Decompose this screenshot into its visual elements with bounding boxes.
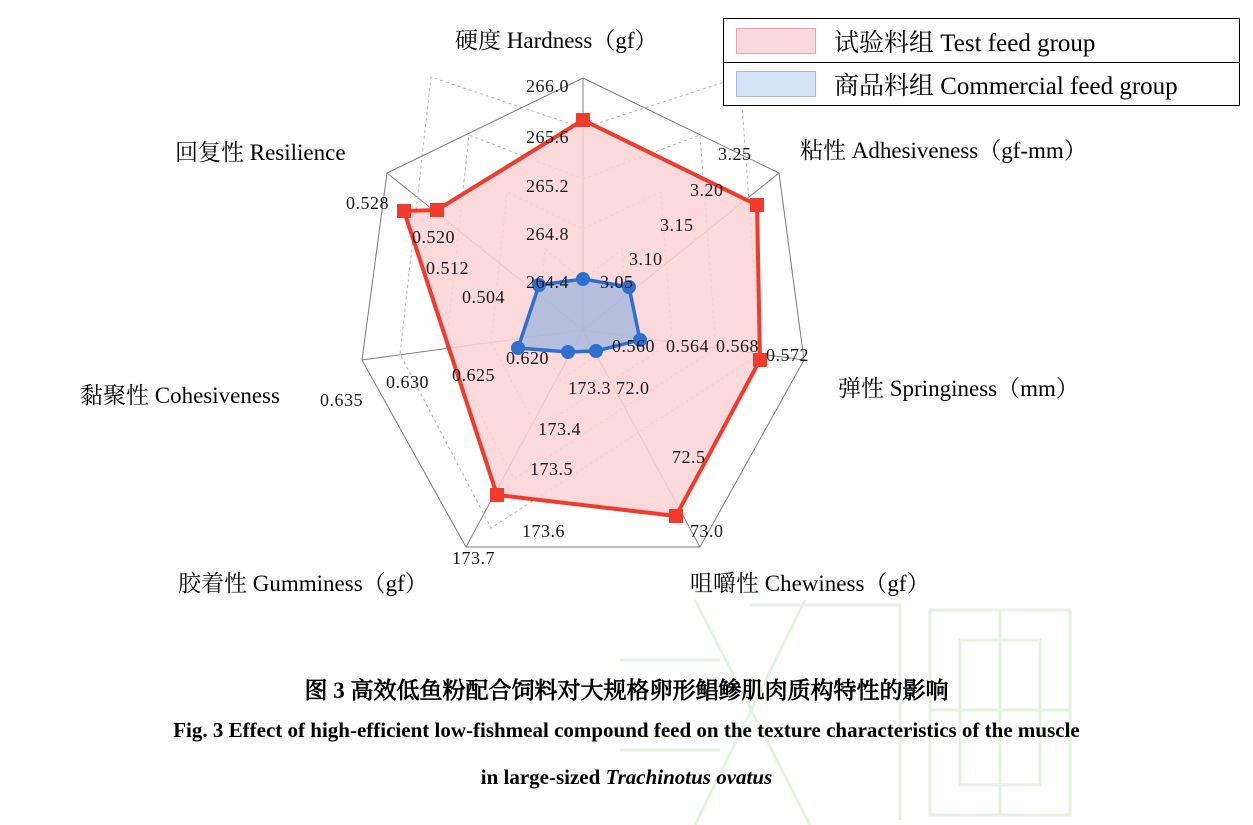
tick-label: 265.2 <box>526 176 569 196</box>
axis-title-gumminess: 胶着性 Gumminess（gf） <box>178 571 428 596</box>
legend-item-commercial-feed <box>724 62 1239 105</box>
tick-label: 266.0 <box>526 76 569 96</box>
tick-label: 72.0 <box>616 378 650 398</box>
tick-label: 0.504 <box>462 287 505 307</box>
axis-title-cohesiveness: 黏聚性 Cohesiveness <box>80 383 280 408</box>
axis-title-adhesiveness: 粘性 Adhesiveness（gf-mm） <box>800 138 1087 163</box>
tick-label: 265.6 <box>526 127 569 147</box>
legend-label-commercial-feed: 商品料组 Commercial feed group <box>834 73 1178 100</box>
legend-swatch-commercial-feed <box>736 71 816 97</box>
watermark <box>600 600 1120 825</box>
tick-label: 173.3 <box>568 378 611 398</box>
legend-label-test-feed: 试验料组 Test feed group <box>834 29 1096 57</box>
tick-label: 0.512 <box>426 258 469 278</box>
tick-label: 0.572 <box>766 345 809 365</box>
caption-en-line2-prefix: in large-sized <box>480 765 606 789</box>
tick-label: 0.625 <box>452 365 495 385</box>
tick-label: 0.520 <box>412 227 455 247</box>
figure-caption-en-line2 <box>0 765 1253 790</box>
tick-label: 0.635 <box>320 390 363 410</box>
tick-label: 0.620 <box>506 348 549 368</box>
tick-label: 173.7 <box>452 548 495 568</box>
tick-label: 0.568 <box>716 336 759 356</box>
tick-label: 3.25 <box>718 144 752 164</box>
tick-label: 173.4 <box>538 419 581 439</box>
tick-label: 72.5 <box>672 447 706 467</box>
tick-label: 0.560 <box>612 336 655 356</box>
figure-caption-cn: 图 3 高效低鱼粉配合饲料对大规格卵形鲳鲹肌肉质构特性的影响 <box>304 678 949 703</box>
axis-title-chewiness: 咀嚼性 Chewiness（gf） <box>690 571 930 596</box>
axis-title-springiness: 弹性 Springiness（mm） <box>838 376 1079 401</box>
legend-item-test-feed <box>724 19 1239 62</box>
legend-swatch-test-feed <box>736 28 816 54</box>
tick-label: 3.15 <box>660 215 694 235</box>
tick-label: 0.630 <box>386 372 429 392</box>
tick-label: 0.528 <box>346 193 389 213</box>
tick-label: 73.0 <box>690 521 724 541</box>
tick-label: 3.10 <box>629 249 663 269</box>
tick-label: 3.05 <box>600 272 634 292</box>
tick-label: 173.6 <box>522 521 565 541</box>
chart-legend <box>723 18 1240 106</box>
tick-label: 3.20 <box>690 180 724 200</box>
tick-label: 173.5 <box>530 459 573 479</box>
tick-label: 264.4 <box>526 272 569 292</box>
tick-label: 264.8 <box>526 224 569 244</box>
figure-caption-en-line1: Fig. 3 Effect of high-efficient low-fishmeal compound feed on the texture characteristics of the muscle <box>173 718 1080 742</box>
axis-title-resilience: 回复性 Resilience <box>175 140 346 165</box>
tick-label: 0.564 <box>666 336 709 356</box>
caption-species-name: Trachinotus ovatus <box>605 765 773 789</box>
axis-title-hardness: 硬度 Hardness（gf） <box>455 28 658 53</box>
